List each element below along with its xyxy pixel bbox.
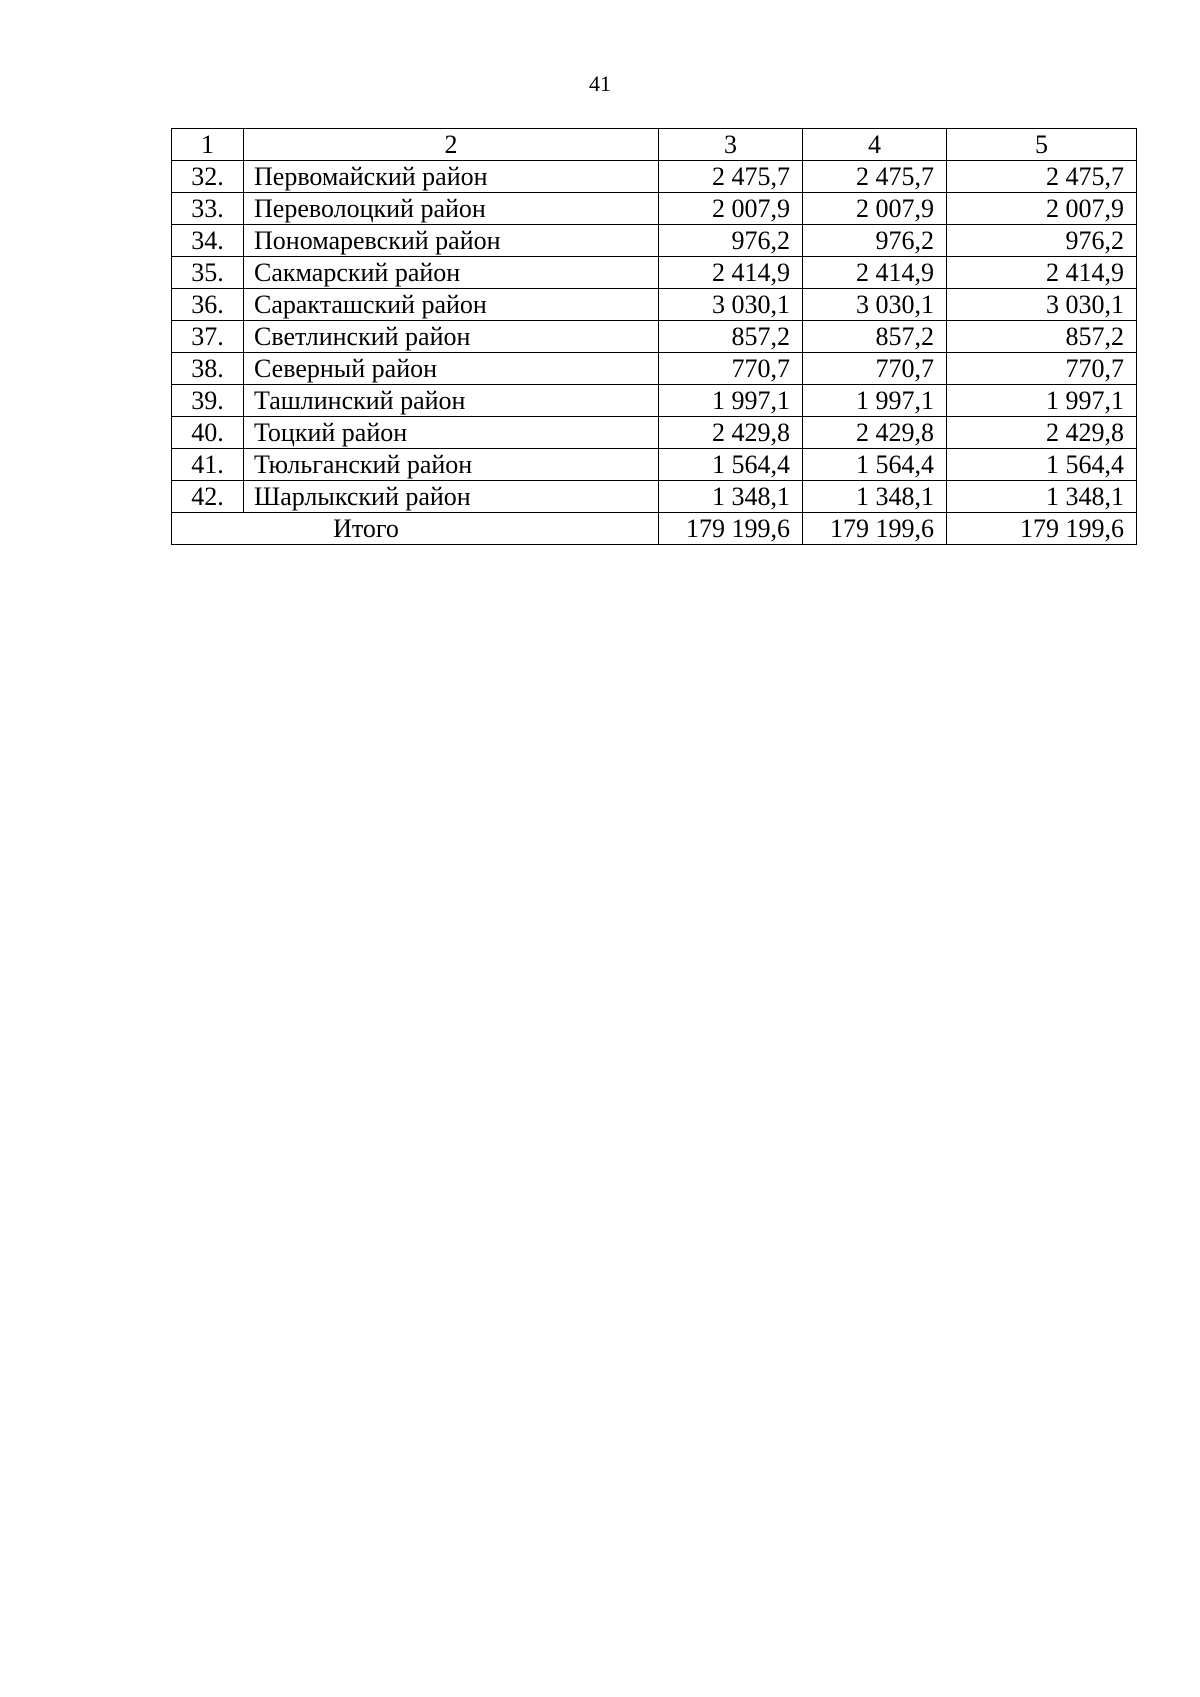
row-name-cell: Ташлинский район	[244, 385, 659, 417]
row-value-cell-4: 1 348,1	[803, 481, 947, 513]
row-value-cell-3: 770,7	[659, 353, 803, 385]
total-label-cell: Итого	[172, 513, 659, 545]
table-row	[172, 225, 1137, 257]
row-name-cell: Шарлыкский район	[244, 481, 659, 513]
table-total-row	[172, 513, 1137, 545]
table-row	[172, 353, 1137, 385]
total-value-cell-5: 179 199,6	[947, 513, 1137, 545]
row-index-cell: 39.	[172, 385, 244, 417]
row-value-cell-4: 2 007,9	[803, 193, 947, 225]
row-value-cell-4: 3 030,1	[803, 289, 947, 321]
total-value-cell-3: 179 199,6	[659, 513, 803, 545]
row-value-cell-4: 1 997,1	[803, 385, 947, 417]
row-value-cell-4: 1 564,4	[803, 449, 947, 481]
row-value-cell-3: 976,2	[659, 225, 803, 257]
header-cell-5: 5	[947, 129, 1137, 161]
row-name-cell: Саракташский район	[244, 289, 659, 321]
table-row	[172, 417, 1137, 449]
row-value-cell-5: 857,2	[947, 321, 1137, 353]
row-value-cell-5: 1 997,1	[947, 385, 1137, 417]
row-value-cell-3: 1 997,1	[659, 385, 803, 417]
row-name-cell: Светлинский район	[244, 321, 659, 353]
row-index-cell: 32.	[172, 161, 244, 193]
row-index-cell: 37.	[172, 321, 244, 353]
row-name-cell: Пономаревский район	[244, 225, 659, 257]
row-name-cell: Северный район	[244, 353, 659, 385]
row-index-cell: 38.	[172, 353, 244, 385]
row-value-cell-4: 2 429,8	[803, 417, 947, 449]
row-name-cell: Тоцкий район	[244, 417, 659, 449]
row-value-cell-3: 1 564,4	[659, 449, 803, 481]
row-index-cell: 40.	[172, 417, 244, 449]
table-row	[172, 193, 1137, 225]
row-value-cell-4: 770,7	[803, 353, 947, 385]
row-index-cell: 34.	[172, 225, 244, 257]
row-value-cell-5: 2 007,9	[947, 193, 1137, 225]
row-value-cell-4: 2 475,7	[803, 161, 947, 193]
row-value-cell-4: 2 414,9	[803, 257, 947, 289]
row-value-cell-5: 2 475,7	[947, 161, 1137, 193]
header-cell-3: 3	[659, 129, 803, 161]
table-row	[172, 321, 1137, 353]
row-index-cell: 41.	[172, 449, 244, 481]
table-row	[172, 481, 1137, 513]
table-header-row	[172, 129, 1137, 161]
row-value-cell-3: 3 030,1	[659, 289, 803, 321]
table-row	[172, 257, 1137, 289]
row-name-cell: Сакмарский район	[244, 257, 659, 289]
row-name-cell: Переволоцкий район	[244, 193, 659, 225]
table-row	[172, 161, 1137, 193]
row-value-cell-4: 857,2	[803, 321, 947, 353]
row-index-cell: 35.	[172, 257, 244, 289]
table-row	[172, 449, 1137, 481]
header-cell-2: 2	[244, 129, 659, 161]
row-value-cell-3: 2 414,9	[659, 257, 803, 289]
row-value-cell-5: 1 348,1	[947, 481, 1137, 513]
row-value-cell-5: 976,2	[947, 225, 1137, 257]
row-value-cell-3: 2 475,7	[659, 161, 803, 193]
total-value-cell-4: 179 199,6	[803, 513, 947, 545]
row-value-cell-5: 1 564,4	[947, 449, 1137, 481]
row-index-cell: 33.	[172, 193, 244, 225]
row-value-cell-3: 2 007,9	[659, 193, 803, 225]
table-row	[172, 385, 1137, 417]
row-value-cell-3: 2 429,8	[659, 417, 803, 449]
row-value-cell-5: 770,7	[947, 353, 1137, 385]
header-cell-1: 1	[172, 129, 244, 161]
row-name-cell: Тюльганский район	[244, 449, 659, 481]
page-number: 41	[589, 71, 611, 96]
row-index-cell: 36.	[172, 289, 244, 321]
row-value-cell-5: 2 414,9	[947, 257, 1137, 289]
row-value-cell-3: 1 348,1	[659, 481, 803, 513]
row-index-cell: 42.	[172, 481, 244, 513]
row-value-cell-4: 976,2	[803, 225, 947, 257]
row-name-cell: Первомайский район	[244, 161, 659, 193]
row-value-cell-3: 857,2	[659, 321, 803, 353]
table-row	[172, 289, 1137, 321]
header-cell-4: 4	[803, 129, 947, 161]
row-value-cell-5: 3 030,1	[947, 289, 1137, 321]
data-table	[171, 128, 1137, 545]
row-value-cell-5: 2 429,8	[947, 417, 1137, 449]
table-body	[172, 129, 1137, 545]
